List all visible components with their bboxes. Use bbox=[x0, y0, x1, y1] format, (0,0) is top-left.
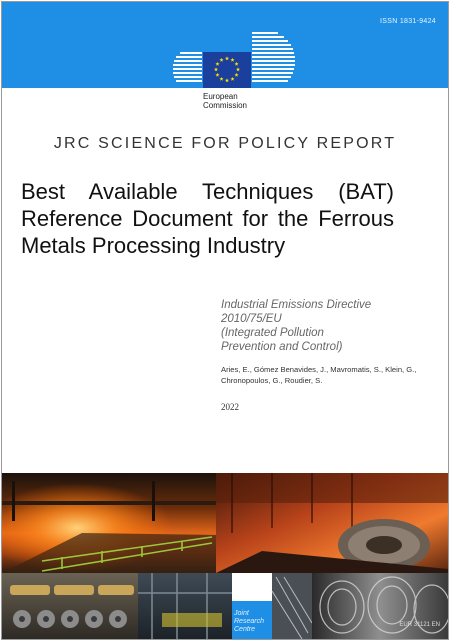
logo-building-right bbox=[252, 32, 295, 82]
photo-plant-hall bbox=[138, 573, 232, 639]
org-line-2: Commission bbox=[203, 101, 248, 110]
subtitle-line-2: 2010/75/EU bbox=[221, 313, 282, 325]
logo-building-left bbox=[173, 52, 202, 82]
authors-line-2: Chronopoulos, G., Roudier, S. bbox=[221, 376, 323, 385]
report-series: JRC SCIENCE FOR POLICY REPORT bbox=[53, 135, 397, 152]
jrc-line-2: Research bbox=[234, 618, 264, 625]
authors-line-1: Aries, E., Gómez Benavides, J., Mavromatis, S., Klein, G., bbox=[221, 365, 417, 374]
photo-wire-coils bbox=[312, 573, 448, 639]
photo-rolling-mill bbox=[2, 473, 216, 573]
jrc-label bbox=[234, 610, 264, 634]
issn-number: ISSN 1831-9424 bbox=[380, 18, 436, 25]
subtitle-line-4: Prevention and Control) bbox=[221, 341, 343, 353]
photo-coil-storage bbox=[2, 573, 138, 639]
org-line-1: European bbox=[203, 92, 238, 101]
author-list bbox=[221, 364, 421, 386]
photo-pipes bbox=[272, 573, 312, 639]
photo-steel-coil bbox=[216, 473, 448, 573]
subtitle-line-3: (Integrated Pollution bbox=[221, 327, 324, 339]
jrc-line-3: Centre bbox=[234, 626, 256, 633]
organisation-name bbox=[203, 92, 247, 110]
eur-number: EUR 31121 EN bbox=[399, 622, 440, 628]
industrial-photo-collage bbox=[2, 473, 448, 639]
report-title: Best Available Techniques (BAT) Reference Document for the Ferrous Metals Processing Industry bbox=[21, 179, 394, 258]
report-subtitle bbox=[221, 298, 406, 354]
subtitle-line-1: Industrial Emissions Directive bbox=[221, 299, 372, 311]
publication-year: 2022 bbox=[221, 402, 239, 412]
report-cover bbox=[1, 1, 449, 640]
jrc-line-1: Joint bbox=[234, 610, 249, 617]
